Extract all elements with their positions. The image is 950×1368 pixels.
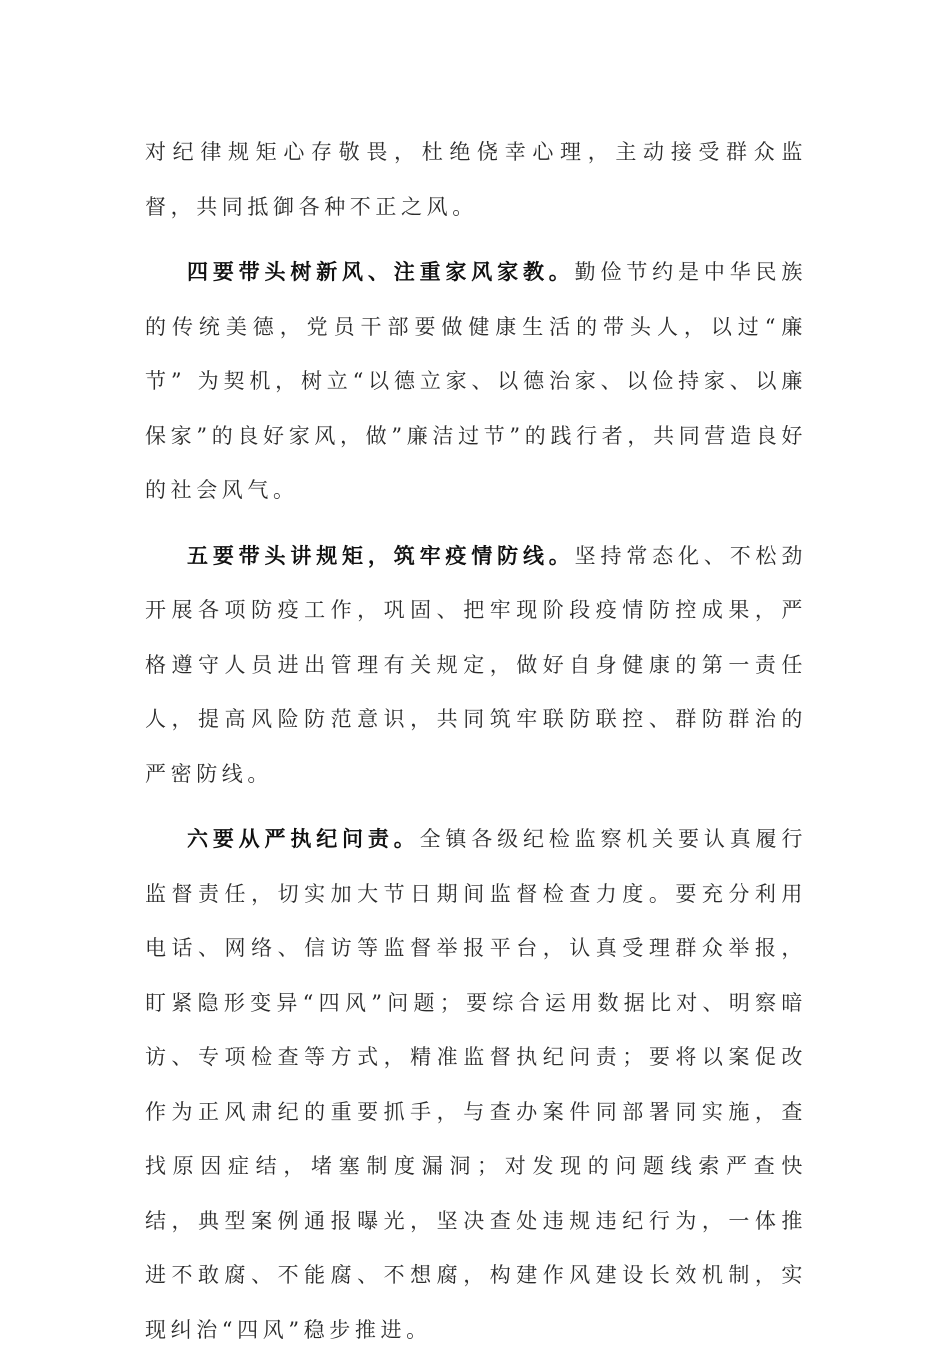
document-page [145,125,807,1368]
paragraph-text: 对纪律规矩心存敬畏，杜绝侥幸心理，主动接受群众监督，共同抵御各种不正之风。 [145,140,807,219]
paragraph-six [145,812,807,1357]
paragraph-text: 坚持常态化、不松劲开展各项防疫工作，巩固、把牢现阶段疫情防控成果，严格遵守人员进出管理有关规定，做好自身健康的第一责任人，提高风险防范意识，共同筑牢联防联控、群防群治的严密防线。 [145,543,808,786]
paragraph-continuation [145,125,807,234]
paragraph-heading: 五要带头讲规矩，筑牢疫情防线。 [187,543,575,568]
paragraph-five [145,529,807,802]
paragraph-four [145,245,807,518]
paragraph-heading: 六要从严执纪问责。 [187,827,420,851]
paragraph-heading: 四要带头树新风、注重家风家教。 [187,260,575,284]
paragraph-text: 全镇各级纪检监察机关要认真履行监督责任，切实加大节日期间监督检查力度。要充分利用电话、网络、信访等监督举报平台，认真受理群众举报，盯紧隐形变异“四风”问题；要综合运用数据比对、明察暗访、专项检查等方式，精准监督执纪问责；要将以案促改作为正风肃纪的重要抓手，与查办案件同部署同实施，查找原因症结，堵塞制度漏洞；对发现的问题线索严查快结，典型案例通报曝光，坚决查处违规违纪行为，一体推进不敢腐、不能腐、不想腐，构建作风建设长效机制，实现纠治“四风”稳步推进。 [145,827,807,1342]
paragraph-text: 勤俭节约是中华民族的传统美德，党员干部要做健康生活的带头人，以过“廉节” 为契机，树立“以德立家、以德治家、以俭持家、以廉保家”的良好家风，做”廉洁过节”的践行者，共同营造良好的社会风气。 [145,260,808,502]
